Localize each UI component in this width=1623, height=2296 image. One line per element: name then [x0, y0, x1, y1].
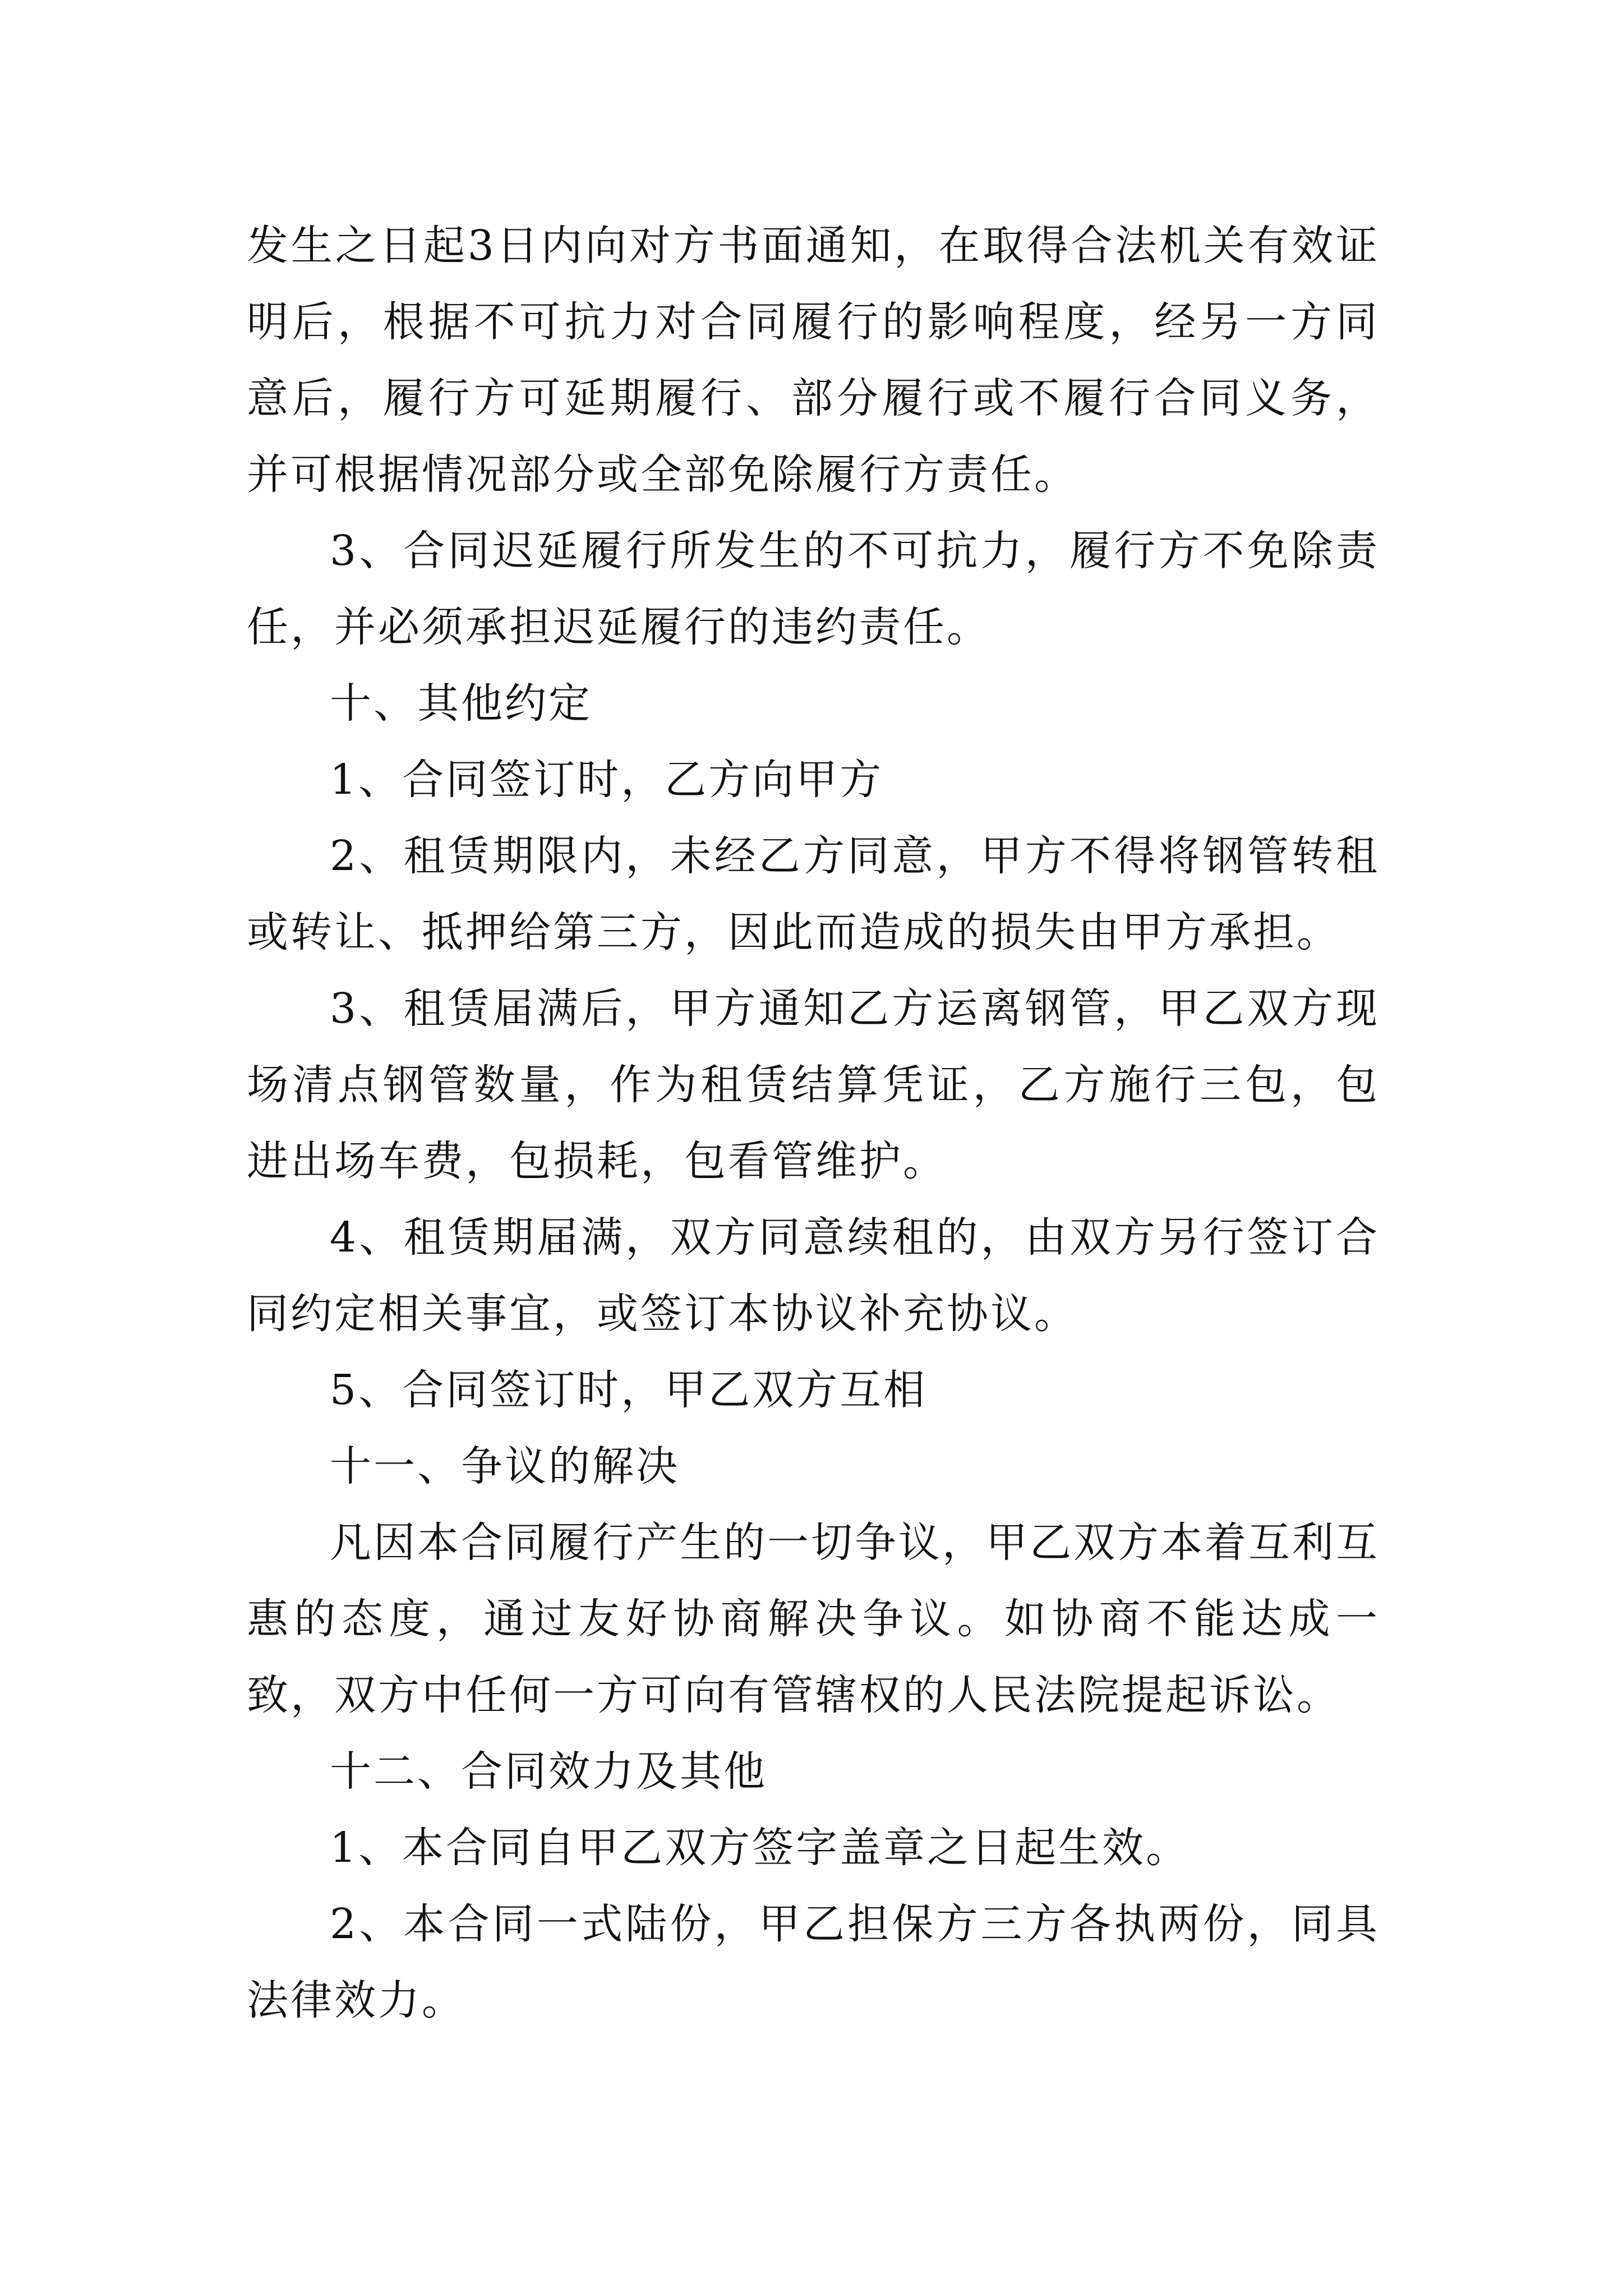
paragraph-clause-5: 5、合同签订时，甲乙双方互相	[330, 1366, 928, 1414]
paragraph-validity-clause-1: 1、本合同自甲乙双方签字盖章之日起生效。	[330, 1824, 1190, 1872]
paragraph-clause-1: 1、合同签订时，乙方向甲方	[330, 756, 884, 804]
paragraph-clause-4: 4、租赁期届满，双方同意续租的，由双方另行签订合同约定相关事宜，或签订本协议补充协议。	[247, 1213, 1380, 1338]
paragraph-continuation: 发生之日起3日内向对方书面通知，在取得合法机关有效证明后，根据不可抗力对合同履行的影响程度，经另一方同意后，履行方可延期履行、部分履行或不履行合同义务，并可根据情况部分或全部免除履行方责任。	[247, 222, 1380, 499]
paragraph-dispute-resolution: 凡因本合同履行产生的一切争议，甲乙双方本着互利互惠的态度，通过友好协商解决争议。如协商不能达成一致，双方中任何一方可向有管辖权的人民法院提起诉讼。	[247, 1519, 1380, 1719]
paragraph-validity-clause-2: 2、本合同一式陆份，甲乙担保方三方各执两份，同具法律效力。	[247, 1900, 1380, 2024]
section-heading-dispute-resolution: 十一、争议的解决	[330, 1442, 680, 1490]
paragraph-clause-2: 2、租赁期限内，未经乙方同意，甲方不得将钢管转租或转让、抵押给第三方，因此而造成的损失由甲方承担。	[247, 832, 1380, 956]
section-heading-contract-validity: 十二、合同效力及其他	[330, 1747, 767, 1796]
paragraph-clause-3-force-majeure: 3、合同迟延履行所发生的不可抗力，履行方不免除责任，并必须承担迟延履行的违约责任。	[247, 527, 1380, 651]
document-body	[247, 208, 1380, 2039]
paragraph-clause-3: 3、租赁届满后，甲方通知乙方运离钢管，甲乙双方现场清点钢管数量，作为租赁结算凭证，乙方施行三包，包进出场车费，包损耗，包看管维护。	[247, 984, 1380, 1185]
section-heading-other-agreements: 十、其他约定	[330, 679, 592, 728]
